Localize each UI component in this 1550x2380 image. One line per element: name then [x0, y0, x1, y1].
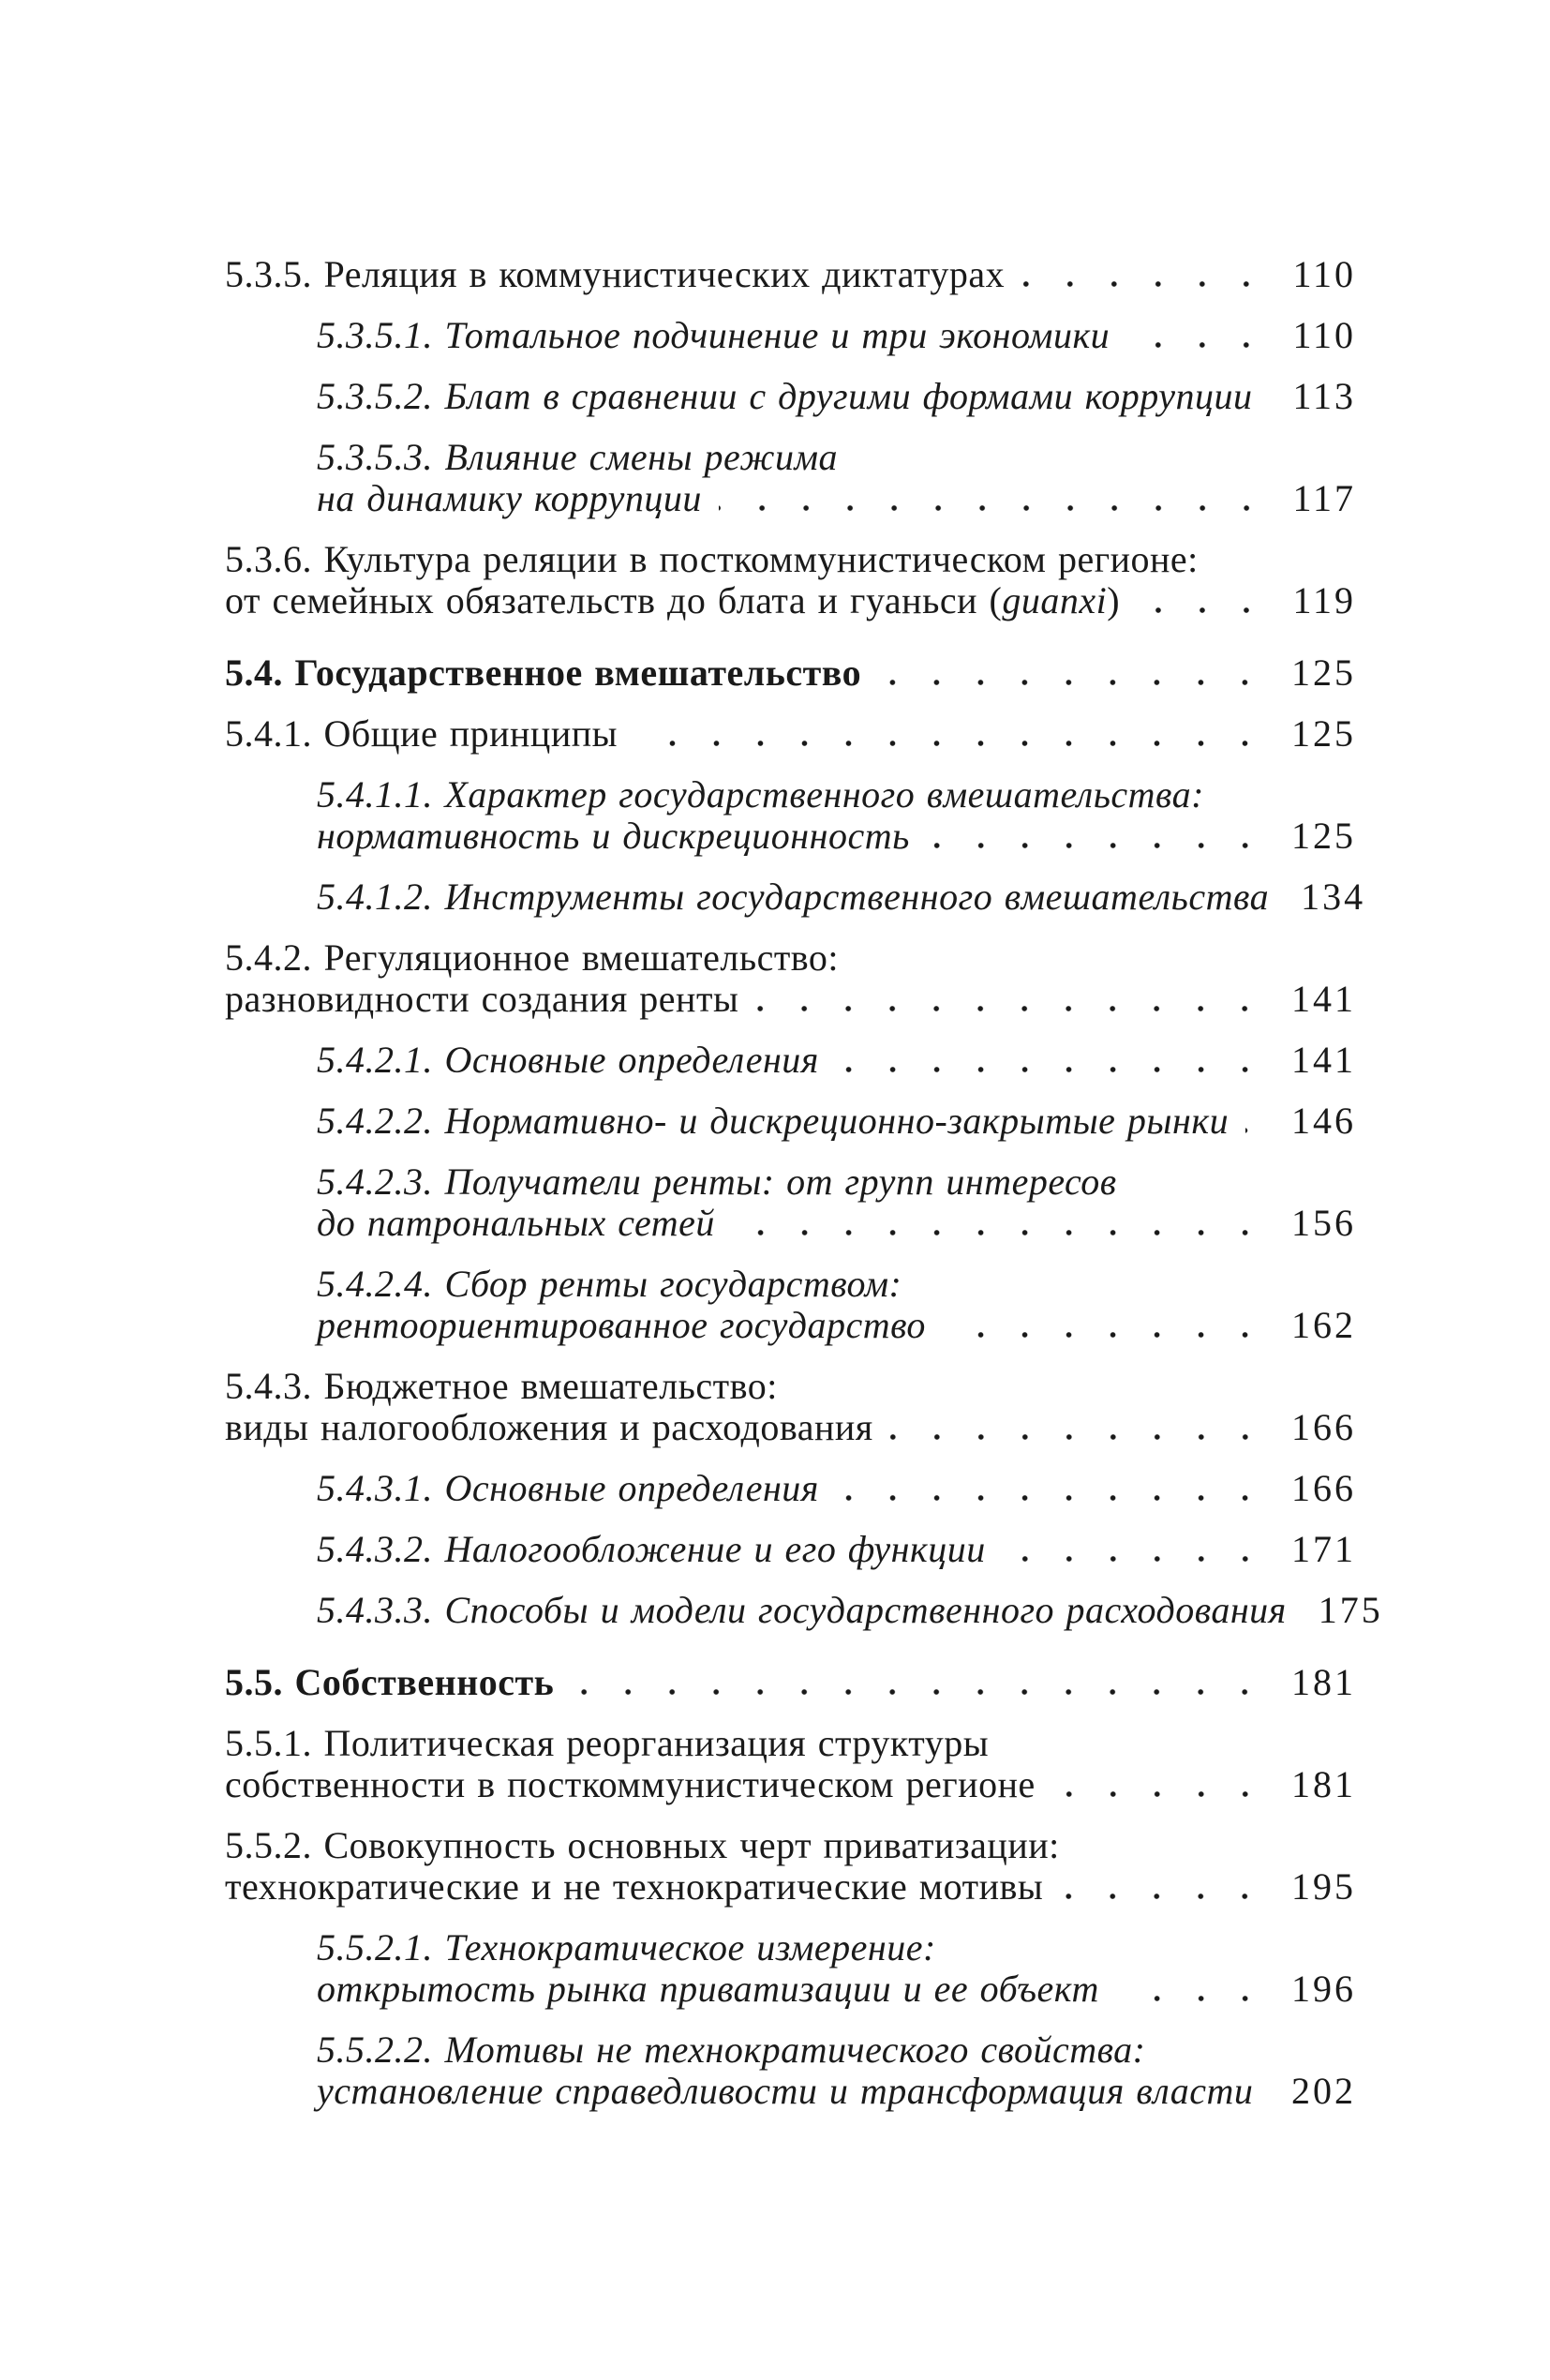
toc-entry-line: [317, 1468, 1356, 1509]
toc-entries: [225, 253, 1383, 2132]
toc-entry: [225, 254, 1356, 295]
toc-entry-line: [317, 1040, 1356, 1081]
page-number: 146: [1291, 1100, 1356, 1142]
page-number: 166: [1291, 1406, 1356, 1448]
entry-title-segment: 5.5.2.1. Технократическое измерение:: [317, 1926, 936, 1968]
toc-entry: [225, 437, 1356, 519]
toc-entry: [225, 1468, 1356, 1509]
toc-entry-line: [317, 315, 1356, 356]
toc-entry: [225, 1662, 1356, 1703]
page-number: 113: [1292, 375, 1356, 417]
page-number: 125: [1291, 651, 1356, 694]
entry-title-text: [225, 1824, 1060, 1866]
entry-title-segment: виды налогообложения и расходования: [225, 1406, 873, 1448]
entry-title-segment: нормативность и дискреционность: [317, 815, 910, 857]
page-number: 196: [1291, 1968, 1356, 2010]
entry-title-text: [317, 1040, 819, 1081]
page-number: 119: [1292, 579, 1356, 621]
entry-title-text: [317, 1100, 1229, 1142]
dot-leader: [719, 505, 1278, 511]
entry-title-segment: открытость рынка приватизации и ее объект: [317, 1968, 1099, 2010]
toc-entry: [225, 876, 1366, 918]
page-number: 141: [1291, 1039, 1356, 1081]
entry-title-segment: 5.4. Государственное вмешательство: [225, 651, 862, 694]
dot-leader: [878, 680, 1276, 685]
entry-title-text: [317, 1305, 926, 1346]
toc-entry: [225, 1529, 1356, 1570]
dot-leader: [1126, 342, 1277, 348]
toc-entry: [225, 713, 1356, 755]
entry-title-segment: от семейных обязательств до блата и гуаньси (: [225, 579, 1003, 621]
entry-title-segment: на динамику коррупции: [317, 477, 702, 519]
entry-title-text: [317, 315, 1110, 356]
entry-title-segment: 5.3.5. Реляция в коммунистических диктатурах: [225, 253, 1006, 295]
dot-leader: [732, 1230, 1276, 1235]
entry-title-text: [225, 538, 1199, 580]
dot-leader: [1021, 281, 1277, 287]
entry-title-segment: до патрональных сетей: [317, 1202, 715, 1244]
toc-entry: [225, 1589, 1383, 1631]
entry-title-text: [225, 979, 738, 1020]
toc-entry-line: [225, 713, 1356, 755]
entry-title-text: [225, 1866, 1043, 1908]
toc-entry: [225, 1161, 1356, 1244]
entry-title-text: [225, 254, 1005, 295]
toc-entry-line: [317, 876, 1366, 918]
toc-entry: [225, 652, 1356, 694]
toc-entry-line: [225, 539, 1356, 580]
dot-leader: [836, 1495, 1276, 1501]
entry-title-text: [225, 1662, 554, 1703]
dot-leader: [927, 843, 1276, 848]
entry-title-segment: 5.5. Собственность: [225, 1661, 555, 1703]
entry-title-text: [317, 436, 838, 478]
dot-leader: [571, 1689, 1276, 1695]
entry-title-segment: рентоориентированное государство: [317, 1304, 926, 1346]
entry-title-text: [317, 1968, 1099, 2010]
entry-title-segment: разновидности создания ренты: [225, 978, 739, 1020]
toc-entry: [225, 315, 1356, 356]
entry-title-text: [317, 376, 1253, 417]
toc-entry: [225, 2029, 1356, 2112]
toc-entry-line: [225, 1866, 1356, 1908]
toc-entry-line: [317, 437, 1356, 478]
entry-title-text: [317, 1926, 936, 1968]
entry-title-text: [317, 2071, 1253, 2112]
page-number: 110: [1292, 314, 1356, 356]
entry-title-segment: 5.4.1.2. Инструменты государственного вмешательства: [317, 876, 1270, 918]
toc-entry-line: [225, 937, 1356, 979]
entry-title-text: [317, 1160, 1117, 1203]
entry-title-segment: 5.5.2. Совокупность основных черт приватизации:: [225, 1824, 1060, 1866]
page-number: 195: [1291, 1865, 1356, 1908]
page-number: 156: [1291, 1202, 1356, 1244]
entry-title-text: [225, 936, 839, 979]
page-number: 117: [1292, 477, 1356, 519]
page-number: 110: [1292, 253, 1356, 295]
dot-leader: [836, 1067, 1276, 1072]
toc-entry: [225, 1264, 1356, 1346]
toc-entry-line: [317, 816, 1356, 857]
page-number: 162: [1291, 1304, 1356, 1346]
entry-title-segment: 5.4.3.3. Способы и модели государственного расходования: [317, 1589, 1287, 1631]
toc-entry: [225, 1366, 1356, 1448]
toc-entry-line: [317, 1203, 1356, 1244]
toc-entry-line: [317, 376, 1356, 417]
toc-entry-line: [317, 1529, 1356, 1570]
toc-entry-line: [317, 1161, 1356, 1203]
entry-title-segment: ): [1107, 579, 1121, 621]
entry-title-italic-segment: guanxi: [1002, 579, 1108, 621]
toc-entry-line: [317, 1100, 1356, 1142]
entry-title-text: [317, 1529, 986, 1570]
toc-entry: [225, 1825, 1356, 1908]
dot-leader: [1270, 2098, 1276, 2103]
page-number: 125: [1291, 815, 1356, 857]
toc-entry-line: [317, 1927, 1356, 1968]
dot-leader: [1245, 1128, 1276, 1133]
entry-title-text: [225, 580, 1120, 621]
toc-entry-line: [225, 1662, 1356, 1703]
toc-entry: [225, 376, 1356, 417]
toc-entry-line: [317, 1589, 1383, 1631]
entry-title-segment: установление справедливости и трансформация власти: [317, 2070, 1254, 2112]
page-number: 181: [1291, 1661, 1356, 1703]
toc-entry: [225, 937, 1356, 1020]
entry-title-segment: 5.4.2.1. Основные определения: [317, 1039, 819, 1081]
entry-title-text: [317, 1468, 819, 1509]
toc-entry-line: [225, 1723, 1356, 1764]
entry-title-text: [225, 713, 618, 755]
toc-entry-line: [317, 1968, 1356, 2010]
entry-title-text: [225, 1722, 989, 1764]
dot-leader: [890, 1434, 1276, 1440]
toc-entry-line: [225, 1407, 1356, 1448]
toc-entry-line: [225, 254, 1356, 295]
page-number: 171: [1291, 1528, 1356, 1570]
dot-leader: [943, 1332, 1276, 1338]
entry-title-segment: 5.4.1. Общие принципы: [225, 712, 619, 755]
entry-title-text: [225, 1365, 778, 1407]
entry-title-segment: 5.5.2.2. Мотивы не технократического свойства:: [317, 2028, 1146, 2071]
toc-entry-line: [317, 1264, 1356, 1305]
toc-entry: [225, 1100, 1356, 1142]
entry-title-segment: 5.4.2.2. Нормативно- и дискреционно-закрытые рынки: [317, 1100, 1230, 1142]
dot-leader: [1116, 1996, 1276, 2001]
toc-entry-line: [317, 478, 1356, 519]
page-number: 175: [1318, 1589, 1383, 1631]
entry-title-segment: 5.4.3.2. Налогообложение и его функции: [317, 1528, 986, 1570]
entry-title-text: [225, 652, 861, 694]
entry-title-segment: собственности в посткоммунистическом регионе: [225, 1763, 1036, 1805]
page-number: 181: [1291, 1763, 1356, 1805]
toc-entry-line: [225, 1366, 1356, 1407]
entry-title-text: [317, 478, 702, 519]
entry-title-segment: технократические и не технократические мотивы: [225, 1865, 1044, 1908]
page-number: 134: [1301, 876, 1366, 918]
toc-entry: [225, 774, 1356, 857]
toc-entry-line: [317, 2071, 1356, 2112]
toc-entry-line: [317, 2029, 1356, 2071]
dot-leader: [1003, 1556, 1276, 1562]
entry-title-segment: 5.4.2. Регуляционное вмешательство:: [225, 936, 840, 979]
entry-title-segment: 5.4.2.3. Получатели ренты: от групп интересов: [317, 1160, 1117, 1203]
toc-entry-line: [225, 1825, 1356, 1866]
toc-entry: [225, 1723, 1356, 1805]
entry-title-segment: 5.3.5.3. Влияние смены режима: [317, 436, 839, 478]
entry-title-text: [225, 1407, 873, 1448]
toc-entry-line: [225, 979, 1356, 1020]
entry-title-text: [317, 876, 1269, 918]
entry-title-text: [317, 1203, 715, 1244]
page-number: 141: [1291, 978, 1356, 1020]
entry-title-text: [317, 816, 910, 857]
entry-title-text: [317, 1590, 1287, 1631]
dot-leader: [634, 741, 1276, 746]
entry-title-text: [317, 2028, 1146, 2071]
page-number: 166: [1291, 1467, 1356, 1509]
dot-leader: [1052, 1791, 1276, 1797]
entry-title-text: [225, 1764, 1036, 1805]
page-number: 202: [1291, 2070, 1356, 2112]
entry-title-segment: 5.4.2.4. Сбор ренты государством:: [317, 1263, 902, 1305]
dot-leader: [1060, 1894, 1276, 1899]
dot-leader: [755, 1006, 1276, 1011]
page-number: 125: [1291, 712, 1356, 755]
entry-title-segment: 5.4.3. Бюджетное вмешательство:: [225, 1365, 778, 1407]
entry-title-segment: 5.3.5.1. Тотальное подчинение и три экономики: [317, 314, 1110, 356]
toc-entry-line: [317, 774, 1356, 816]
toc-entry: [225, 1040, 1356, 1081]
entry-title-segment: 5.4.1.1. Характер государственного вмешательства:: [317, 773, 1204, 816]
toc-entry-line: [225, 580, 1356, 621]
toc-entry-line: [225, 1764, 1356, 1805]
entry-title-segment: 5.3.5.2. Блат в сравнении с другими формами коррупции: [317, 375, 1253, 417]
entry-title-segment: 5.4.3.1. Основные определения: [317, 1467, 819, 1509]
entry-title-text: [317, 1263, 902, 1305]
dot-leader: [1137, 607, 1277, 613]
toc-entry: [225, 1927, 1356, 2010]
toc-entry-line: [225, 652, 1356, 694]
entry-title-segment: 5.3.6. Культура реляции в посткоммунистическом регионе:: [225, 538, 1199, 580]
toc-entry-line: [317, 1305, 1356, 1346]
entry-title-text: [317, 773, 1204, 816]
dot-leader: [1270, 403, 1278, 409]
toc-entry: [225, 539, 1356, 621]
entry-title-segment: 5.5.1. Политическая реорганизация структуры: [225, 1722, 990, 1764]
